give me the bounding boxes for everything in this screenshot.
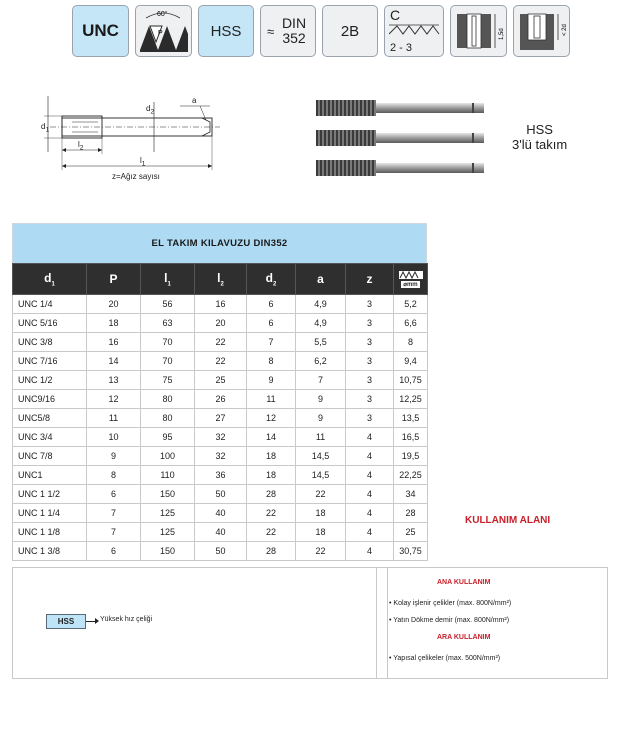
header-d2: [247, 264, 296, 295]
table-cell: 40: [195, 523, 247, 542]
table-cell: 4: [346, 485, 394, 504]
table-cell: UNC5/8: [13, 409, 87, 428]
table-cell: 18: [247, 466, 296, 485]
through-hole-graphic: [451, 6, 506, 56]
d2-letter: d: [146, 104, 151, 113]
table-cell: 30,75: [394, 542, 428, 561]
table-cell: 3: [346, 390, 394, 409]
table-cell: 3: [346, 371, 394, 390]
table-cell: 16: [87, 333, 141, 352]
table-cell: UNC 7/8: [13, 447, 87, 466]
table-cell: UNC 1/4: [13, 295, 87, 314]
table-cell: 95: [141, 428, 195, 447]
table-cell: 125: [141, 523, 195, 542]
table-cell: 22: [195, 352, 247, 371]
tap-set-photo: [312, 96, 492, 193]
table-cell: UNC 7/16: [13, 352, 87, 371]
drill-size-label: ⌀mm: [403, 282, 418, 288]
table-cell: 63: [141, 314, 195, 333]
table-row: [13, 428, 428, 447]
table-cell: 100: [141, 447, 195, 466]
tap-1: [316, 100, 484, 116]
table-cell: UNC 5/16: [13, 314, 87, 333]
thread-profile-icon: [135, 5, 192, 57]
header-d1-sub: 1: [51, 281, 55, 288]
material-badge: [198, 5, 254, 57]
header-d1: [13, 264, 87, 295]
photo-caption: [512, 122, 567, 152]
table-cell: UNC1: [13, 466, 87, 485]
table-cell: 11: [247, 390, 296, 409]
table-cell: 14,5: [296, 466, 346, 485]
table-row: [13, 466, 428, 485]
table-row: [13, 409, 428, 428]
main-usage-item: • Yatın Dökme demir (max. 800N/mm²): [389, 617, 510, 624]
table-cell: 20: [195, 314, 247, 333]
table-cell: 16: [195, 295, 247, 314]
table-cell: 3: [346, 295, 394, 314]
table-cell: UNC 1 1/8: [13, 523, 87, 542]
table-cell: 14: [247, 428, 296, 447]
table-cell: 13,5: [394, 409, 428, 428]
table-cell: 11: [87, 409, 141, 428]
chamfer-badge: [384, 5, 444, 57]
table-cell: 9,4: [394, 352, 428, 371]
tolerance-badge: [322, 5, 378, 57]
table-cell: 6,6: [394, 314, 428, 333]
table-cell: 6,2: [296, 352, 346, 371]
table-cell: 12,25: [394, 390, 428, 409]
header-l2-letter: l: [217, 270, 221, 285]
standard-line2: 352: [282, 30, 306, 46]
table-cell: 9: [296, 409, 346, 428]
spec-table-container: [12, 223, 427, 561]
table-cell: 70: [141, 352, 195, 371]
thread-type-label: UNC: [82, 21, 119, 40]
table-cell: 20: [87, 295, 141, 314]
table-cell: 110: [141, 466, 195, 485]
table-cell: 80: [141, 409, 195, 428]
table-cell: 8: [87, 466, 141, 485]
l1-label: [140, 156, 145, 168]
table-cell: 4: [346, 523, 394, 542]
table-cell: 50: [195, 542, 247, 561]
table-cell: 6: [87, 485, 141, 504]
main-usage-heading: ANA KULLANIM: [437, 579, 491, 586]
table-cell: 6: [87, 542, 141, 561]
photo-caption-line2: 3'lü takım: [512, 137, 568, 152]
table-cell: 7: [247, 333, 296, 352]
table-cell: 16,5: [394, 428, 428, 447]
tap-2: [316, 130, 484, 146]
table-cell: 6: [247, 295, 296, 314]
table-cell: 34: [394, 485, 428, 504]
thread-profile-icon-graphic: [136, 6, 191, 56]
table-cell: 25: [195, 371, 247, 390]
sub-usage-heading: ARA KULLANIM: [437, 634, 491, 641]
table-cell: 9: [87, 447, 141, 466]
sub-usage-item: • Yapısal çelikeler (max. 500N/mm²): [389, 655, 501, 662]
table-cell: 4,9: [296, 314, 346, 333]
table-cell: 22: [296, 542, 346, 561]
drill-bit-icon: [398, 270, 424, 280]
table-cell: UNC9/16: [13, 390, 87, 409]
table-cell: 14,5: [296, 447, 346, 466]
table-cell: 150: [141, 542, 195, 561]
through-depth-label: 1,5d: [499, 28, 505, 40]
table-title: EL TAKIM KILAVUZU DIN352: [12, 223, 427, 263]
header-l1-sub: 1: [167, 281, 171, 288]
table-cell: 7: [296, 371, 346, 390]
hss-legend-badge: HSS: [46, 614, 86, 629]
main-usage-item: • Kolay işlenir çelikler (max. 800N/mm²): [389, 600, 512, 607]
hss-legend-description: Yüksek hız çeliği: [100, 616, 153, 623]
table-cell: 36: [195, 466, 247, 485]
d1-label: [41, 122, 49, 134]
table-cell: 3: [346, 409, 394, 428]
l1-sub: 1: [141, 160, 146, 168]
table-cell: 22,25: [394, 466, 428, 485]
table-row: [13, 485, 428, 504]
table-cell: 11: [296, 428, 346, 447]
property-icon-strip: [72, 5, 570, 57]
table-cell: 4: [346, 466, 394, 485]
table-cell: 10,75: [394, 371, 428, 390]
table-cell: UNC 1 3/8: [13, 542, 87, 561]
table-row: [13, 390, 428, 409]
chamfer-thread-icon: [389, 24, 441, 36]
table-cell: 28: [247, 485, 296, 504]
table-cell: 80: [141, 390, 195, 409]
thread-angle-label: 60°: [157, 11, 168, 18]
table-cell: 32: [195, 447, 247, 466]
a-label: a: [192, 96, 197, 105]
table-cell: UNC 3/8: [13, 333, 87, 352]
header-l2-sub: 2: [220, 281, 224, 288]
tap-3: [316, 160, 484, 176]
table-cell: 22: [195, 333, 247, 352]
table-row: [13, 504, 428, 523]
table-cell: 27: [195, 409, 247, 428]
table-cell: 25: [394, 523, 428, 542]
table-cell: 22: [247, 523, 296, 542]
table-cell: 14: [87, 352, 141, 371]
table-cell: 9: [247, 371, 296, 390]
table-cell: 9: [296, 390, 346, 409]
table-row: [13, 314, 428, 333]
arrow-right-icon: [86, 621, 96, 622]
table-cell: 10: [87, 428, 141, 447]
photo-caption-line1: HSS: [526, 122, 553, 137]
l1-letter: l: [140, 156, 142, 165]
standard-line1: DIN: [281, 15, 307, 31]
table-cell: 22: [296, 485, 346, 504]
header-l1-letter: l: [164, 270, 168, 285]
table-cell: 4: [346, 504, 394, 523]
header-z: z: [346, 264, 394, 295]
table-cell: UNC 1 1/4: [13, 504, 87, 523]
table-cell: 26: [195, 390, 247, 409]
table-cell: 8: [394, 333, 428, 352]
blind-hole-icon: [513, 5, 570, 57]
table-row: [13, 523, 428, 542]
usage-list: [389, 579, 604, 662]
table-cell: 12: [87, 390, 141, 409]
table-cell: 13: [87, 371, 141, 390]
header-l2: [195, 264, 247, 295]
table-cell: 18: [296, 504, 346, 523]
tap-dimension-diagram: [30, 92, 230, 187]
table-cell: 18: [296, 523, 346, 542]
blind-depth-label: < 2d: [562, 24, 568, 36]
table-cell: 75: [141, 371, 195, 390]
d1-letter: d: [41, 122, 46, 131]
table-cell: 19,5: [394, 447, 428, 466]
d2-sub: 2: [150, 108, 155, 116]
table-cell: 70: [141, 333, 195, 352]
chamfer-range-label: 2 - 3: [390, 42, 413, 54]
table-cell: 125: [141, 504, 195, 523]
table-row: [13, 447, 428, 466]
table-header-row: [13, 264, 428, 295]
table-cell: 50: [195, 485, 247, 504]
header-drill-size: [394, 264, 428, 295]
table-cell: 40: [195, 504, 247, 523]
table-cell: 3: [346, 333, 394, 352]
table-row: [13, 333, 428, 352]
table-cell: 4: [346, 542, 394, 561]
header-l1: [141, 264, 195, 295]
table-cell: 28: [394, 504, 428, 523]
header-d2-sub: 2: [273, 281, 277, 288]
blind-hole-graphic: [514, 6, 569, 56]
table-row: [13, 371, 428, 390]
table-cell: 3: [346, 314, 394, 333]
table-cell: 8: [247, 352, 296, 371]
table-row: [13, 542, 428, 561]
table-cell: 32: [195, 428, 247, 447]
table-cell: 4: [346, 428, 394, 447]
approx-icon: ≈: [267, 24, 275, 39]
table-cell: 150: [141, 485, 195, 504]
table-cell: 5,5: [296, 333, 346, 352]
d2-label: [146, 104, 154, 116]
table-cell: 12: [247, 409, 296, 428]
table-cell: 3: [346, 352, 394, 371]
table-cell: 28: [247, 542, 296, 561]
thread-pitch-label: P: [158, 30, 163, 37]
table-cell: 6: [247, 314, 296, 333]
standard-badge: [260, 5, 316, 57]
table-cell: 4,9: [296, 295, 346, 314]
z-note: z=Ağız sayısı: [112, 172, 160, 181]
header-d1-letter: d: [44, 270, 52, 285]
through-hole-icon: [450, 5, 507, 57]
header-d2-letter: d: [265, 270, 273, 285]
table-cell: UNC 1/2: [13, 371, 87, 390]
table-cell: 18: [247, 447, 296, 466]
material-label: HSS: [210, 22, 242, 40]
table-cell: UNC 3/4: [13, 428, 87, 447]
table-cell: 56: [141, 295, 195, 314]
table-cell: 18: [87, 314, 141, 333]
table-cell: UNC 1 1/2: [13, 485, 87, 504]
table-cell: 5,2: [394, 295, 428, 314]
table-row: [13, 352, 428, 371]
tap-outline-drawing: [30, 92, 230, 182]
tap-set-graphic: [312, 96, 492, 188]
chamfer-label: C: [390, 7, 401, 23]
drill-size-icon-wrap: [394, 270, 427, 288]
table-row: [13, 295, 428, 314]
table-cell: 7: [87, 504, 141, 523]
d1-sub: 1: [45, 126, 50, 134]
table-body: [13, 295, 428, 561]
l2-label: [78, 140, 83, 152]
spec-table: [12, 263, 428, 561]
header-a: a: [296, 264, 346, 295]
usage-area-title: KULLANIM ALANI: [465, 515, 551, 526]
table-cell: 4: [346, 447, 394, 466]
table-cell: 22: [247, 504, 296, 523]
tolerance-label: 2B: [340, 22, 360, 40]
l2-sub: 2: [79, 144, 84, 152]
thread-type-badge: [72, 5, 129, 57]
panel-divider: [376, 568, 388, 678]
l2-letter: l: [78, 140, 80, 149]
table-cell: 7: [87, 523, 141, 542]
header-p: P: [87, 264, 141, 295]
